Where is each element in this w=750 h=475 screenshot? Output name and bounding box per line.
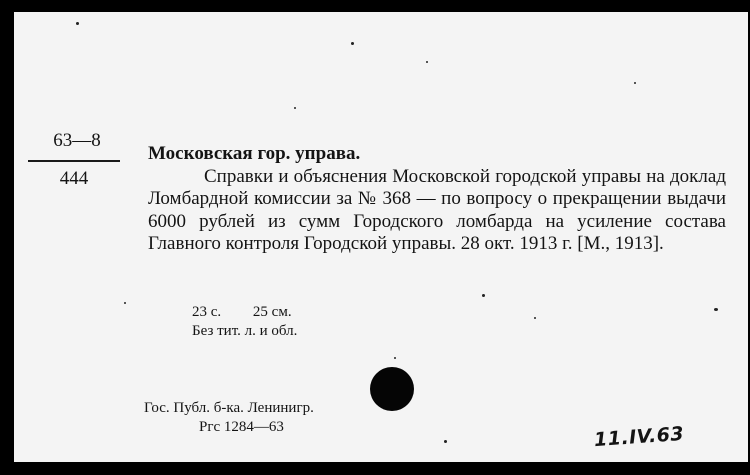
ink-blot: [370, 367, 414, 411]
shelfmark-divider: [28, 160, 120, 162]
speck: [76, 22, 79, 25]
speck: [294, 107, 296, 109]
entry-heading: Московская гор. управа.: [148, 143, 361, 164]
speck: [634, 82, 636, 84]
speck: [714, 308, 718, 311]
speck: [394, 357, 396, 359]
speck: [124, 302, 126, 304]
library-number: Ргс 1284—63: [199, 419, 284, 435]
speck: [534, 317, 536, 319]
collation-pages-size: [192, 303, 297, 322]
library-imprint: [144, 399, 314, 437]
entry-body: Справки и объяснения Московской городской управы на доклад Ломбардной комиссии за № 368 — по вопросу о прекращении выдачи 6000 рублей из сумм Городского ломбарда на усиление состава Главного контроля Городской управы. 28 окт. 1913 г. [М., 1913].: [148, 165, 726, 254]
shelfmark: [14, 130, 134, 190]
speck: [351, 42, 354, 45]
speck: [426, 61, 428, 63]
library-name: Гос. Публ. б-ка. Ленинигр.: [144, 400, 314, 416]
speck: [444, 440, 447, 443]
volume-size: 25 см.: [252, 304, 292, 320]
shelfmark-bottom: 444: [59, 168, 89, 189]
collation-note: Без тит. л. и обл.: [192, 323, 298, 339]
catalog-entry: [148, 143, 726, 256]
catalog-card: [14, 12, 748, 462]
shelfmark-top: 63—8: [53, 130, 101, 151]
speck: [482, 294, 485, 297]
handwritten-date: 11.IV.63: [593, 422, 685, 452]
page-count: 23 с.: [192, 304, 222, 320]
collation: [192, 303, 297, 341]
